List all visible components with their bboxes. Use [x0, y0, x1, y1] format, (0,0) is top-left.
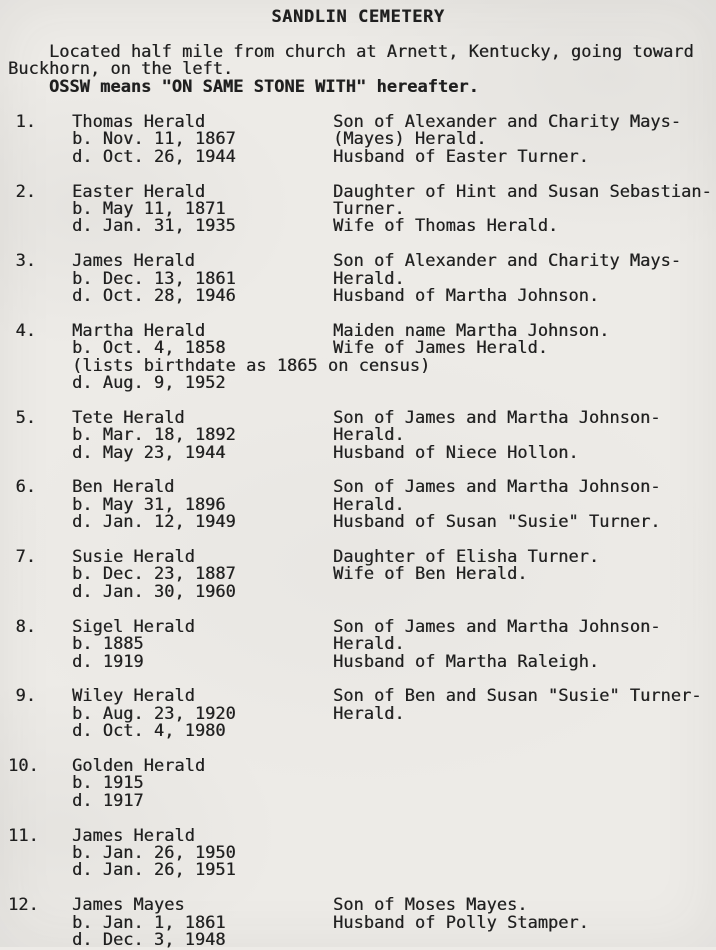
entry-date-line: d. Jan. 12, 1949: [72, 512, 236, 533]
entry-left: [36, 253, 333, 305]
entry-name: Susie Herald: [72, 547, 195, 568]
entry-date-line: d. 1917: [72, 790, 144, 811]
entry-name: Tete Herald: [72, 407, 185, 428]
entry-number: 9.: [15, 686, 36, 707]
entry-date-line: (lists birthdate as 1865 on census): [72, 355, 431, 376]
entry-note-line: Herald.: [333, 494, 405, 515]
entry-note-line: Son of Alexander and Charity Mays-: [333, 251, 681, 272]
entry-number: 1.: [15, 112, 36, 133]
entry-date-line: b. Dec. 23, 1887: [72, 564, 236, 585]
entry-date-line: b. 1915: [72, 773, 144, 794]
entry-number: 7.: [15, 547, 36, 568]
entry-right: [333, 828, 708, 880]
entry-right: [333, 688, 708, 740]
entry-name: Easter Herald: [72, 181, 206, 202]
entry-left: [36, 407, 333, 463]
entry-date-line: b. Jan. 1, 1861: [72, 912, 226, 933]
entry-note-line: Herald.: [333, 425, 405, 446]
entry-note-line: (Mayes) Herald.: [333, 129, 487, 150]
entry-number: 4.: [15, 320, 36, 341]
entry-note-line: Husband of Susan "Susie" Turner.: [333, 512, 661, 533]
entry-note-line: Maiden name Martha Johnson.: [333, 320, 610, 341]
entry-date-line: d. Oct. 4, 1980: [72, 721, 226, 742]
entry-right: [333, 114, 708, 166]
entry-date-line: d. Oct. 26, 1944: [72, 146, 236, 167]
entry-right: [333, 407, 708, 463]
entry-right: [333, 253, 708, 305]
intro-paragraph: [8, 41, 708, 97]
entry-right: [333, 758, 708, 810]
entry-note-line: Daughter of Hint and Susan Sebastian-: [333, 181, 712, 202]
entry-note-line: Herald.: [333, 634, 405, 655]
entry-note-line: Herald.: [333, 703, 405, 724]
cemetery-entry: [8, 407, 708, 463]
entry-name: Wiley Herald: [72, 686, 195, 707]
entry-date-line: b. Mar. 18, 1892: [72, 425, 236, 446]
entry-name: James Herald: [72, 251, 195, 272]
entry-note-line: Wife of Ben Herald.: [333, 564, 528, 585]
entry-date-line: b. Aug. 23, 1920: [72, 703, 236, 724]
entry-date-line: d. Dec. 3, 1948: [72, 929, 226, 950]
entry-name: James Mayes: [72, 895, 185, 916]
entry-left: [36, 549, 333, 601]
entry-date-line: d. Oct. 28, 1946: [72, 286, 236, 307]
entries-list: [8, 112, 712, 950]
cemetery-entry: [8, 479, 708, 531]
entry-number: 10.: [8, 755, 39, 776]
entry-date-line: b. 1885: [72, 634, 144, 655]
entry-name: James Herald: [72, 825, 195, 846]
cemetery-entry: [8, 549, 708, 601]
cemetery-entry: [8, 253, 708, 305]
entry-left: [36, 181, 333, 237]
entry-date-line: d. 1919: [72, 651, 144, 672]
entry-note-line: Turner.: [333, 199, 405, 220]
entry-note-line: Son of Ben and Susan "Susie" Turner-: [333, 686, 702, 707]
entry-number: 5.: [15, 407, 36, 428]
entry-left: [36, 825, 333, 881]
entry-number: 6.: [15, 477, 36, 498]
entry-right: [333, 897, 708, 949]
entry-note-line: Husband of Polly Stamper.: [333, 912, 589, 933]
entry-note-line: Husband of Martha Raleigh.: [333, 651, 600, 672]
entry-left: [36, 616, 333, 672]
entry-number: 3.: [15, 251, 36, 272]
cemetery-entry: [8, 688, 708, 740]
entry-note-line: Son of Moses Mayes.: [333, 895, 528, 916]
entry-left: [36, 114, 333, 166]
entry-left: [36, 688, 333, 740]
entry-number: 12.: [8, 895, 39, 916]
entry-right: [333, 479, 708, 531]
entry-number: 2.: [15, 181, 36, 202]
entry-left: [36, 479, 333, 531]
entry-date-line: b. Nov. 11, 1867: [72, 129, 236, 150]
entry-note-line: Wife of Thomas Herald.: [333, 216, 559, 237]
intro-line-2: Buckhorn, on the left.: [8, 59, 234, 80]
entry-date-line: d. Jan. 31, 1935: [72, 216, 236, 237]
entry-date-line: b. Oct. 4, 1858: [72, 338, 226, 359]
entry-name: Martha Herald: [72, 320, 206, 341]
intro-line-1: Located half mile from church at Arnett, Kentucky, going toward: [8, 41, 694, 62]
cemetery-entry: [8, 320, 708, 394]
entry-note-line: Wife of James Herald.: [333, 338, 548, 359]
cemetery-entry: [8, 114, 708, 166]
entry-name: Golden Herald: [72, 755, 206, 776]
cemetery-entry: [8, 616, 708, 672]
cemetery-entry: [8, 181, 712, 237]
entry-right: [333, 549, 708, 601]
entry-date-line: b. Jan. 26, 1950: [72, 842, 236, 863]
entry-left: [36, 320, 431, 394]
entry-note-line: Son of James and Martha Johnson-: [333, 477, 661, 498]
entry-right: [333, 616, 708, 672]
entry-name: Ben Herald: [72, 477, 175, 498]
entry-note-line: Husband of Easter Turner.: [333, 146, 589, 167]
entry-note-line: Daughter of Elisha Turner.: [333, 547, 600, 568]
entry-left: [36, 755, 333, 811]
page-title: SANDLIN CEMETERY: [271, 7, 445, 27]
entry-note-line: Son of James and Martha Johnson-: [333, 616, 661, 637]
entry-right: [333, 320, 708, 393]
entry-right: [333, 181, 712, 237]
entry-note-line: Husband of Martha Johnson.: [333, 286, 600, 307]
entry-date-line: d. Jan. 26, 1951: [72, 860, 236, 881]
entry-date-line: d. Jan. 30, 1960: [72, 581, 236, 602]
cemetery-entry: [8, 825, 708, 881]
entry-left: [36, 897, 333, 949]
ossw-note: OSSW means "ON SAME STONE WITH" hereafter.: [8, 76, 479, 97]
entry-number: 8.: [15, 616, 36, 637]
entry-number: 11.: [8, 825, 39, 846]
entry-name: Thomas Herald: [72, 112, 206, 133]
cemetery-entry: [8, 897, 708, 949]
entry-date-line: b. May 31, 1896: [72, 494, 226, 515]
cemetery-entry: [8, 755, 708, 811]
entry-date-line: b. May 11, 1871: [72, 199, 226, 220]
entry-note-line: Son of James and Martha Johnson-: [333, 407, 661, 428]
entry-note-line: Herald.: [333, 268, 405, 289]
entry-note-line: Son of Alexander and Charity Mays-: [333, 112, 681, 133]
entry-note-line: Husband of Niece Hollon.: [333, 442, 579, 463]
entry-date-line: b. Dec. 13, 1861: [72, 268, 236, 289]
entry-date-line: d. Aug. 9, 1952: [72, 373, 226, 394]
entry-name: Sigel Herald: [72, 616, 195, 637]
entry-date-line: d. May 23, 1944: [72, 442, 226, 463]
